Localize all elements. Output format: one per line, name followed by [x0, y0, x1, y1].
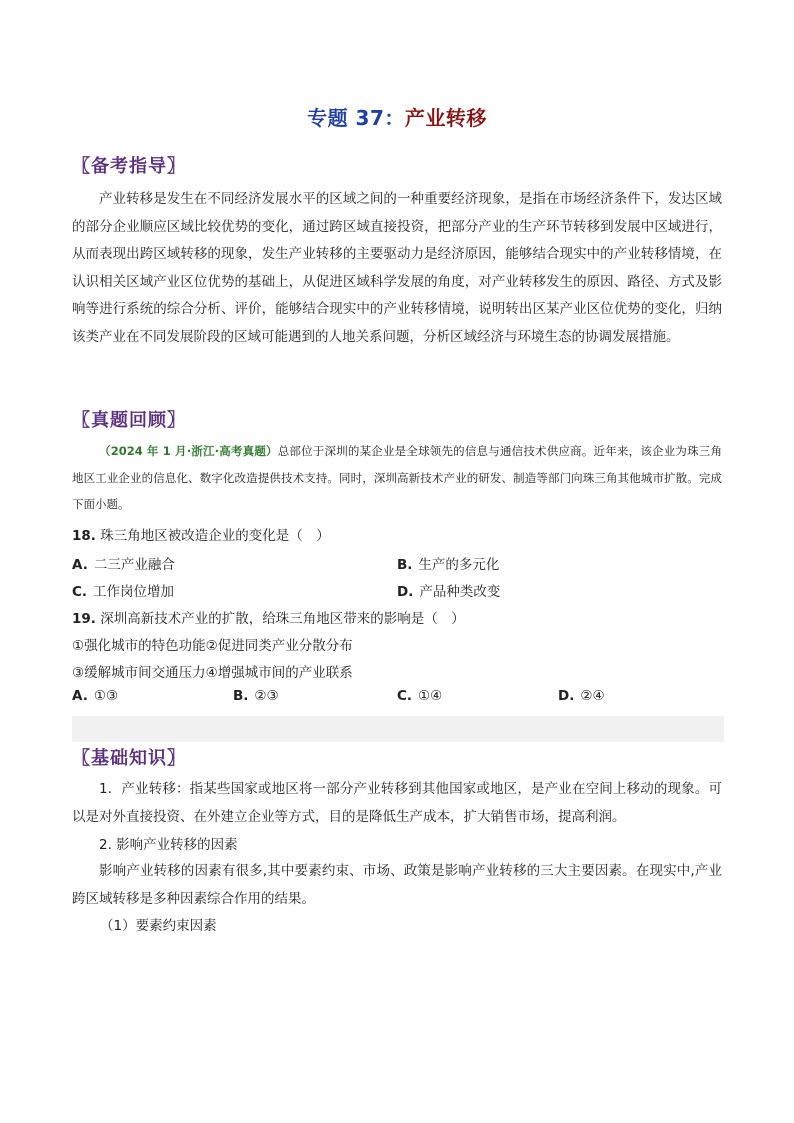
title-topic: 产业转移: [404, 106, 487, 130]
question-19: [72, 607, 465, 627]
q19-option-d: D. ②④: [558, 688, 605, 704]
q18-option-d: D. 产品种类改变: [397, 584, 501, 600]
title-prefix: 专题 37：: [307, 106, 405, 130]
basics-heading-3: （1）要素约束因素: [100, 918, 217, 934]
q19-option-c: C. ①④: [397, 688, 443, 704]
section-heading-basics: 〖基础知识〗: [72, 748, 186, 769]
q19-option-b: B. ②③: [233, 688, 279, 704]
q18-option-c: C. 工作岗位增加: [72, 584, 175, 600]
q19-statements-line-1: ①强化城市的特色功能②促进同类产业分散分布: [72, 638, 353, 654]
q19-statements-line-2: ③缓解城市间交通压力④增强城市间的产业联系: [72, 665, 353, 681]
exam-source-paragraph: [72, 438, 722, 518]
section-heading-review: 〖真题回顾〗: [72, 410, 186, 431]
basics-paragraph-2: 影响产业转移的因素有很多,其中要素约束、市场、政策是影响产业转移的三大主要因素。在现实中,产业跨区域转移是多种因素综合作用的结果。: [72, 863, 722, 907]
answer-placeholder-bar: [72, 716, 724, 742]
question-19-text: 深圳高新技术产业的扩散，给珠三角地区带来的影响是（ ）: [100, 611, 465, 627]
exam-source-tag: （2024 年 1 月·浙江·高考真题）: [99, 444, 278, 458]
question-18-number: 18.: [72, 528, 96, 544]
section-heading-guide: 〖备考指导〗: [72, 156, 186, 177]
page-title: [0, 102, 794, 131]
q19-option-a: A. ①③: [72, 688, 119, 704]
question-19-number: 19.: [72, 611, 96, 627]
guide-paragraph: 产业转移是发生在不同经济发展水平的区域之间的一种重要经济现象，是指在市场经济条件下，发达区域的部分企业顺应区域比较优势的变化，通过跨区域直接投资，把部分产业的生产环节转移到发展中区域进行，从而表现出跨区域转移的现象，发生产业转移的主要驱动力是经济原因，能够结合现实中的产业转移情境，在认识相关区域产业区位优势的基础上，从促进区域科学发展的角度，对产业转移发生的原因、路径、方式及影响等进行系统的综合分析、评价，能够结合现实中的产业转移情境，说明转出区某产业区位优势的变化，归纳该类产业在不同发展阶段的区域可能遇到的人地关系问题，分析区域经济与环境生态的协调发展措施。: [72, 191, 722, 345]
question-18: [72, 524, 330, 544]
basics-paragraph-1: 1．产业转移：指某些国家或地区将一部分产业转移到其他国家或地区，是产业在空间上移动的现象。可以是对外直接投资、在外建立企业等方式，目的是降低生产成本，扩大销售市场，提高利润。: [72, 781, 722, 825]
exam-source-text: 总部位于深圳的某企业是全球领先的信息与通信技术供应商。近年来，该企业为珠三角地区工业企业的信息化、数字化改造提供技术支持。同时，深圳高新技术产业的研发、制造等部门向珠三角其他城市扩散。完成下面小题。: [72, 444, 722, 511]
q18-option-a: A. 二三产业融合: [72, 557, 175, 573]
question-18-text: 珠三角地区被改造企业的变化是（ ）: [100, 528, 330, 544]
q18-option-b: B. 生产的多元化: [397, 557, 500, 573]
basics-heading-2: 2. 影响产业转移的因素: [99, 837, 238, 853]
